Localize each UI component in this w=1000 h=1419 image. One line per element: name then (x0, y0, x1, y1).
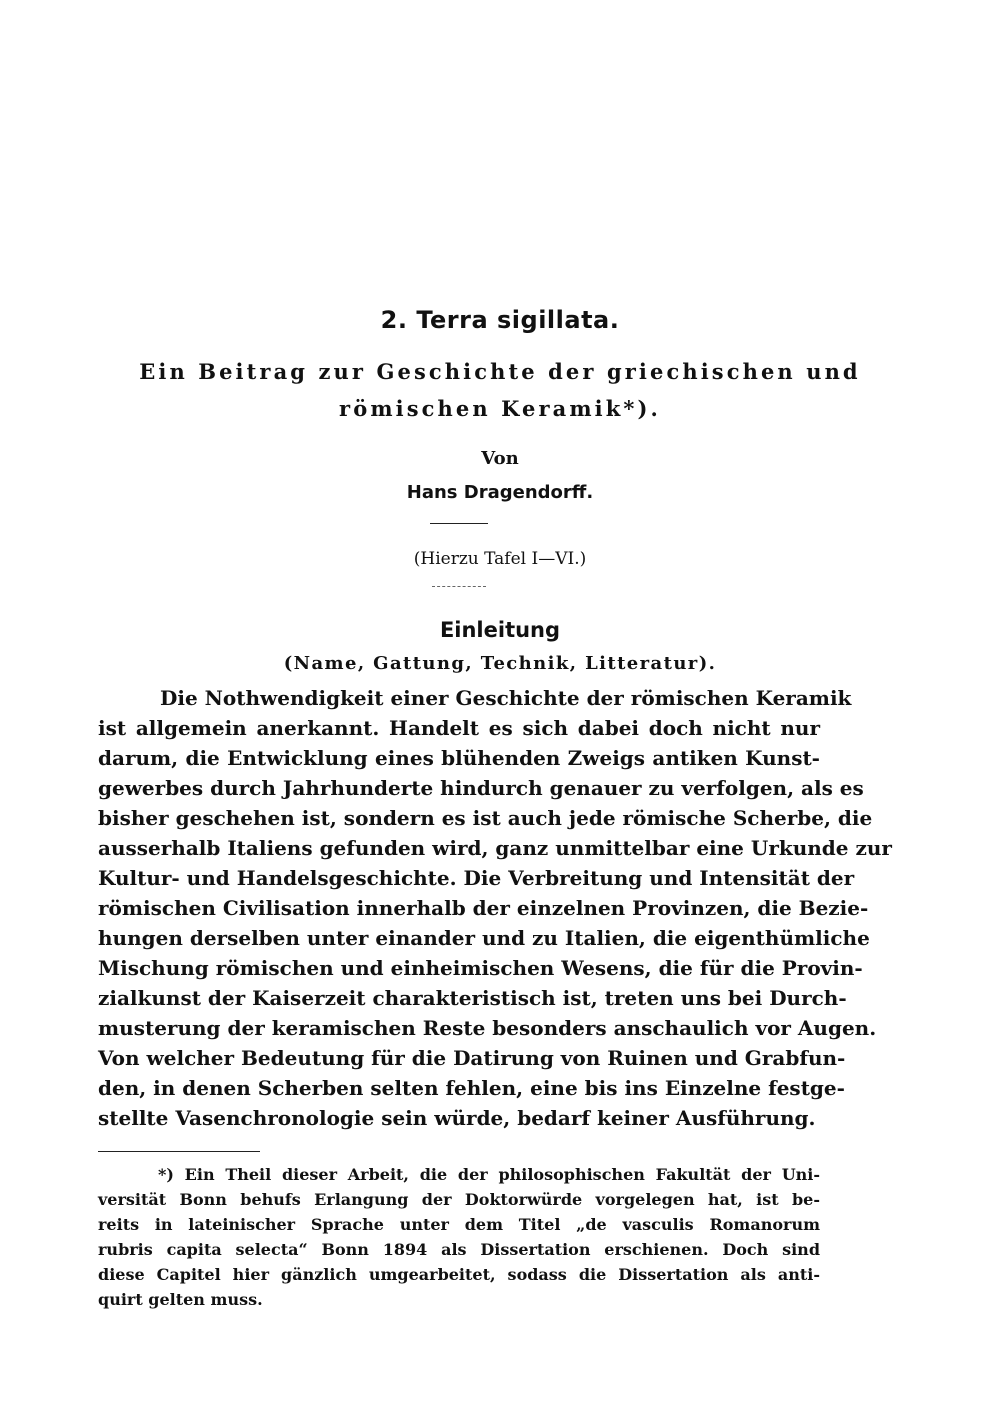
body-line: Die Nothwendigkeit einer Geschichte der römischen Keramik (160, 686, 852, 710)
body-line: darum, die Entwicklung eines blühenden Zweigs antiken Kunst- (98, 746, 820, 770)
divider-rule (430, 523, 488, 524)
body-line: ausserhalb Italiens gefunden wird, ganz unmittelbar eine Urkunde zur (98, 836, 892, 860)
divider-rule-dashed (432, 586, 486, 587)
body-line: bisher geschehen ist, sondern es ist auch jede römische Scherbe, die (98, 806, 873, 830)
body-line: Mischung römischen und einheimischen Wesens, die für die Provin- (98, 956, 863, 980)
footnote-line: *) Ein Theil dieser Arbeit, die der philosophischen Fakultät der Uni- (158, 1165, 820, 1184)
subtitle-line-1: Ein Beitrag zur Geschichte der griechischen und (139, 359, 861, 384)
body-line: römischen Civilisation innerhalb der einzelnen Provinzen, die Bezie- (98, 896, 869, 920)
section-subtitle: (Name, Gattung, Technik, Litteratur). (283, 653, 717, 674)
section-title: Einleitung (439, 618, 561, 642)
footnote-rule (98, 1151, 260, 1152)
body-line: gewerbes durch Jahrhunderte hindurch genauer zu verfolgen, als es (98, 776, 864, 800)
body-line: musterung der keramischen Reste besonders anschaulich vor Augen. (98, 1016, 877, 1040)
byline: Von (481, 448, 519, 469)
body-line: zialkunst der Kaiserzeit charakteristisch ist, treten uns bei Durch- (98, 986, 847, 1010)
footnote-line: quirt gelten muss. (98, 1290, 263, 1309)
body-line: ist allgemein anerkannt. Handelt es sich dabei doch nicht nur (98, 716, 820, 740)
footnote-line: diese Capitel hier gänzlich umgearbeitet, sodass die Dissertation als anti- (98, 1265, 820, 1284)
body-line: hungen derselben unter einander und zu Italien, die eigenthümliche (98, 926, 870, 950)
author-name: Hans Dragendorff. (406, 482, 594, 503)
body-line: stellte Vasenchronologie sein würde, bedarf keiner Ausführung. (98, 1106, 816, 1130)
footnote-line: versität Bonn behufs Erlangung der Doktorwürde vorgelegen hat, ist be- (98, 1190, 820, 1209)
footnote-line: reits in lateinischer Sprache unter dem Titel „de vasculis Romanorum (98, 1215, 820, 1234)
article-heading: 2. Terra sigillata. (380, 306, 620, 334)
subtitle-line-2: römischen Keramik*). (339, 396, 661, 421)
body-line: den, in denen Scherben selten fehlen, eine bis ins Einzelne festge- (98, 1076, 845, 1100)
plates-note: (Hierzu Tafel I—VI.) (413, 549, 587, 569)
body-line: Von welcher Bedeutung für die Datirung von Ruinen und Grabfun- (98, 1046, 846, 1070)
footnote-line: rubris capita selecta“ Bonn 1894 als Dissertation erschienen. Doch sind (98, 1240, 820, 1259)
body-line: Kultur- und Handelsgeschichte. Die Verbreitung und Intensität der (98, 866, 855, 890)
